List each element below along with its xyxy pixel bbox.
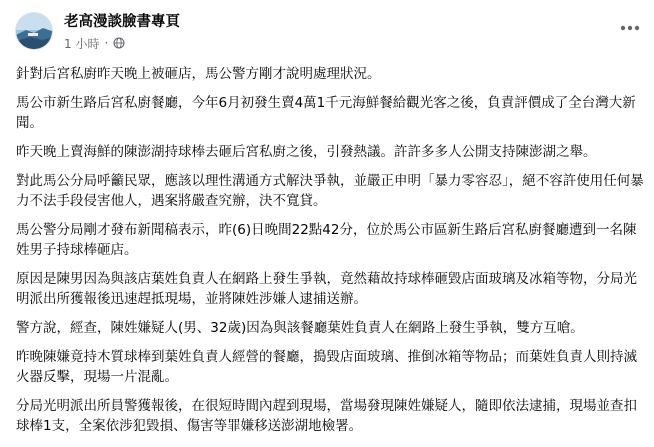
- post-paragraph: 分局光明派出所員警獲報後，在很短時間內趕到現場，當場發現陳姓嫌疑人，隨即依法逮捕，現場並查扣球棒1支，全案依涉犯毀損、傷害等罪嫌移送澎湖地檢署。: [16, 398, 637, 434]
- post-paragraph: 昨天晚上賣海鮮的陳澎湖持球棒去砸后宮私廚之後，引發熱議。許許多多人公開支持陳澎湖之舉。: [16, 144, 597, 160]
- globe-icon[interactable]: [113, 37, 125, 49]
- page-name-link[interactable]: 老高漫談臉書專頁: [64, 14, 180, 30]
- avatar-image: [16, 13, 53, 50]
- post-paragraph: 原因是陳男因為與該店葉姓負責人在網路上發生爭執，竟然藉故持球棒砸毀店面玻璃及冰箱等物，分局光明派出所獲報後迅速趕抵現場，並將陳姓涉嫌人逮捕送辦。: [16, 271, 637, 307]
- post-paragraph: 對此馬公分局呼籲民眾，應該以理性溝通方式解決爭執，並嚴正申明「暴力零容忍」，絕不容許使用任何暴力不法手段侵害他人，遇案將嚴查究辦，決不寬貸。: [16, 173, 644, 209]
- more-options-icon: [620, 25, 640, 31]
- post-paragraph: 昨晚陳嫌竟持木質球棒到葉姓負責人經營的餐廳，搗毀店面玻璃、推倒冰箱等物品；而葉姓負責人則持滅火器反擊，現場一片混亂。: [16, 349, 637, 385]
- post-paragraph: 針對后宮私廚昨天晚上被砸店，馬公警方剛才說明處理狀況。: [16, 66, 381, 82]
- post-paragraph: 警方說，經查，陳姓嫌疑人(男、32歲)因為與該餐廳葉姓負責人在網路上發生爭執，雙方互嗆。: [16, 320, 584, 336]
- meta-separator: ·: [104, 36, 109, 50]
- page-avatar[interactable]: [15, 12, 53, 50]
- post-header: [0, 0, 654, 58]
- more-options-button[interactable]: [615, 16, 645, 40]
- post-body: [16, 64, 644, 445]
- post-paragraph: 馬公警分局剛才發布新聞稿表示，昨(6)日晚間22點42分，位於馬公市區新生路后宮私廚餐廳遭到一名陳姓男子持球棒砸店。: [16, 222, 637, 258]
- post-timestamp[interactable]: 1 小時: [64, 36, 100, 51]
- post-meta: [64, 35, 125, 51]
- post-paragraph: 馬公市新生路后宮私廚餐廳，今年6月初發生賣4萬1千元海鮮餐給觀光客之後，負責評價成了全台灣大新聞。: [16, 95, 636, 131]
